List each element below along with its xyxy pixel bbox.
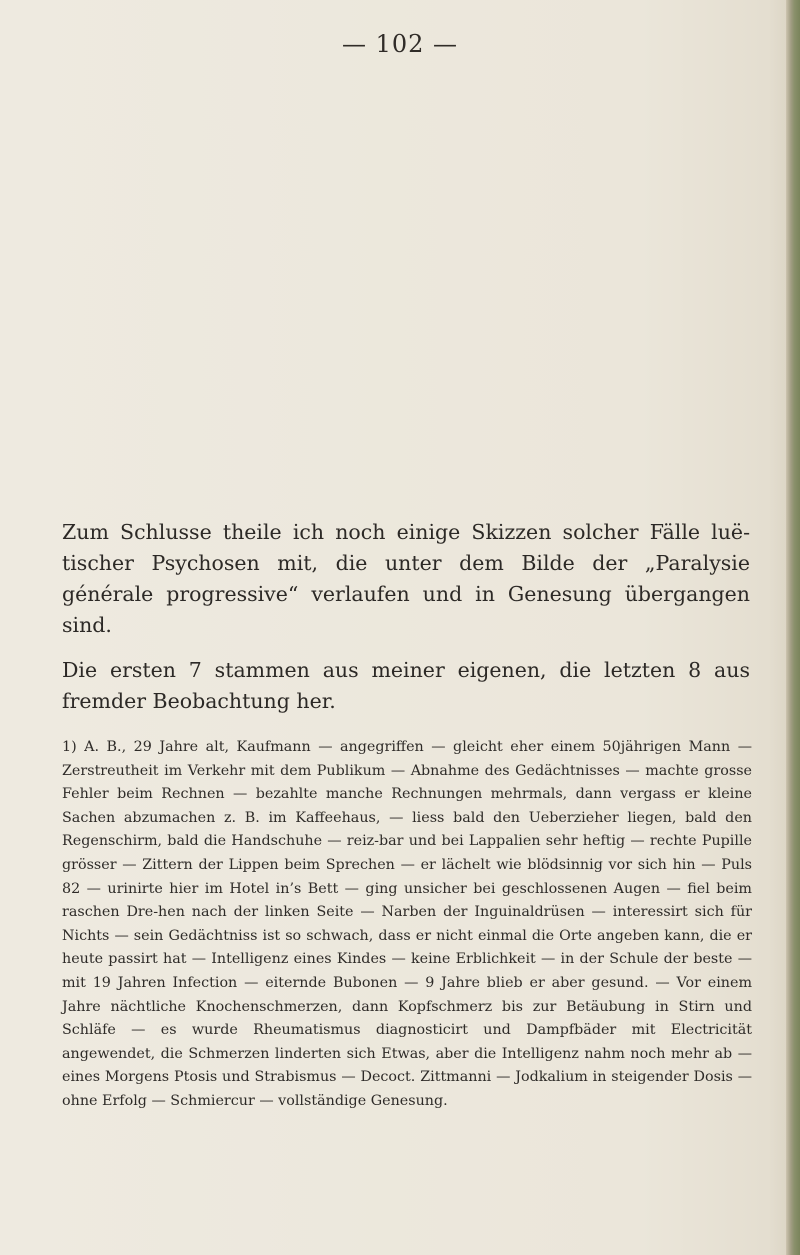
intro-paragraph-2: Die ersten 7 stammen aus meiner eigenen, die letzten 8 aus fremder Beobachtung her. <box>62 658 750 713</box>
case-report-text: 1) A. B., 29 Jahre alt, Kaufmann — angegriffen — gleicht eher einem 50jährigen Mann — Zerstreutheit im Verkehr mit dem Publikum — Abnahme des Gedächtnisses — machte grosse Fehler beim Rechnen — bezahlte manche Rechnungen mehrmals, dann vergass er kleine Sachen abzumachen z. B. im Kaffeehaus, — liess bald den Ueberzieher liegen, bald den Regenschirm, bald die Handschuhe — reiz-bar und bei Lappalien sehr heftig — rechte Pupille grösser — Zittern der Lippen beim Sprechen — er lächelt wie blödsinnig vor sich hin — Puls 82 — urinirte hier im Hotel in’s Bett — ging unsicher bei geschlossenen Augen — fiel beim raschen Dre-hen nach der linken Seite — Narben der Inguinaldrüsen — interessirt sich für Nichts — sein Gedächtniss ist so schwach, dass er nicht einmal die Orte angeben kann, die er heute passirt hat — Intelligenz eines Kindes — keine Erblichkeit — in der Schule der beste — mit 19 Jahren Infection — eiternde Bubonen — 9 Jahre blieb er aber gesund. — Vor einem Jahre nächtliche Knochenschmerzen, dann Kopfschmerz bis zur Betäubung in Stirn und Schläfe — es wurde Rheumatismus diagnosticirt und Dampfbäder mit Electricität angewendet, die Schmerzen linderten sich Etwas, aber die Intelligenz nahm noch mehr ab — eines Morgens Ptosis und Strabismus — Decoct. Zittmanni — Jodkalium in steigender Dosis — ohne Erfolg — Schmiercur — vollständige Genesung. <box>62 739 752 1109</box>
case-report-1 <box>62 736 752 1114</box>
intro-paragraph-1: Zum Schlusse theile ich noch einige Skizzen solcher Fälle luë-tischer Psychosen mit, die unter dem Bilde der „Paralysie générale progressive“ verlaufen und in Genesung übergangen sind. <box>62 520 750 637</box>
intro-text <box>62 517 750 717</box>
page-edge-shadow <box>786 0 800 1255</box>
page-number: — 102 — <box>341 30 459 58</box>
